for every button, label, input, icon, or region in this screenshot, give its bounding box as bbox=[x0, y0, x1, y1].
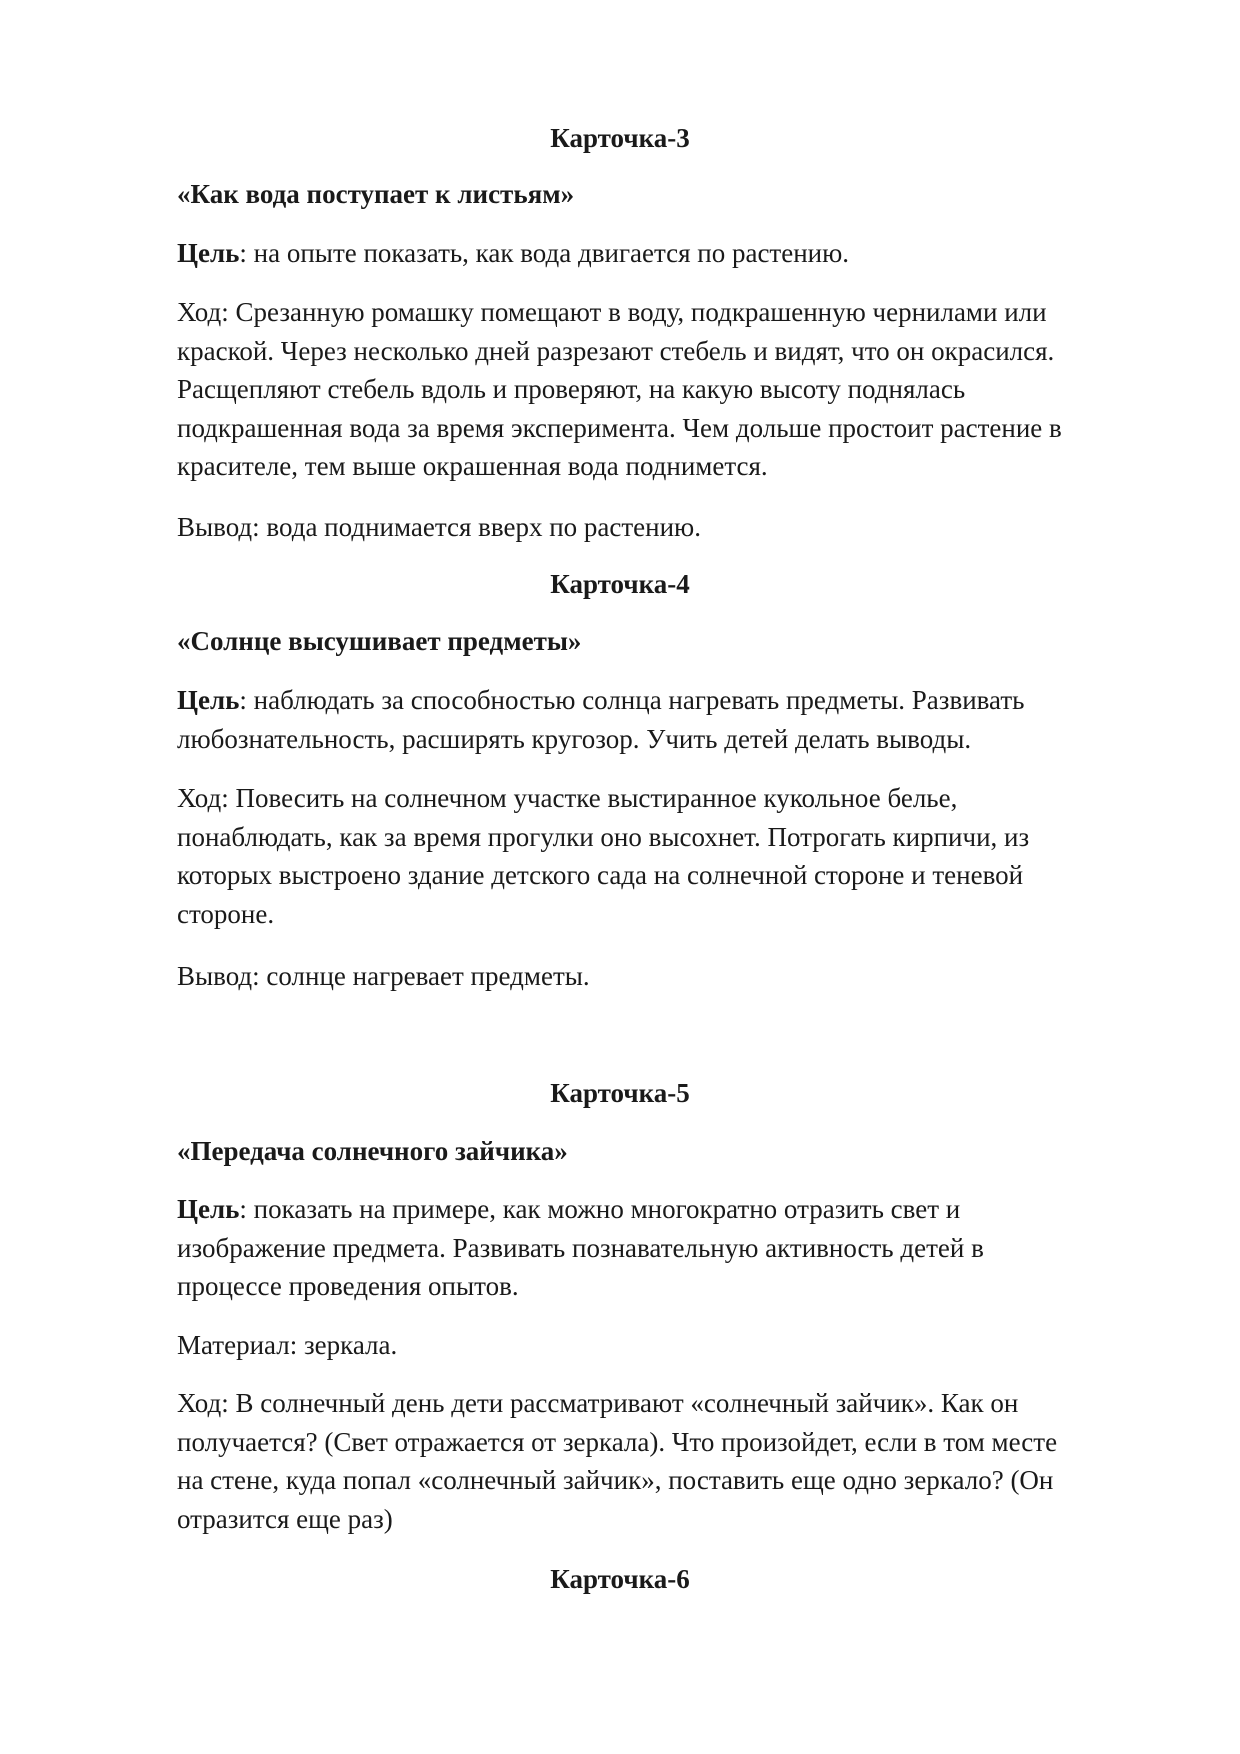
goal-label: Цель bbox=[177, 685, 240, 715]
course-line: Расщепляют стебель вдоль и проверяют, на какую высоту поднялась bbox=[177, 374, 966, 404]
card-heading: «Передача солнечного зайчика» bbox=[177, 1136, 568, 1166]
course-paragraph bbox=[177, 1384, 1137, 1538]
goal-line bbox=[177, 1190, 1137, 1229]
goal-paragraph bbox=[177, 234, 1137, 273]
card-title: Карточка-6 bbox=[550, 1564, 690, 1594]
goal-text: : наблюдать за способностью солнца нагревать предметы. Развивать bbox=[239, 685, 1025, 715]
goal-label: Цель bbox=[177, 1194, 240, 1224]
goal-line: процессе проведения опытов. bbox=[177, 1271, 519, 1301]
course-line: которых выстроено здание детского сада на солнечной стороне и теневой bbox=[177, 860, 1024, 890]
conclusion-paragraph: Вывод: солнце нагревает предметы. bbox=[177, 961, 590, 991]
course-line: подкрашенная вода за время эксперимента. Чем дольше простоит растение в bbox=[177, 412, 1062, 443]
goal-label: Цель bbox=[177, 238, 240, 268]
course-paragraph bbox=[177, 779, 1137, 933]
card-title: Карточка-4 bbox=[550, 569, 690, 599]
course-paragraph bbox=[177, 293, 1137, 486]
card-title: Карточка-3 bbox=[550, 123, 690, 153]
goal-paragraph bbox=[177, 681, 1137, 758]
goal-text: : на опыте показать, как вода двигается по растению. bbox=[239, 238, 850, 268]
course-line: Ход: Повесить на солнечном участке выстиранное кукольное белье, bbox=[177, 783, 958, 813]
goal-line bbox=[177, 681, 1137, 720]
course-line: понаблюдать, как за время прогулки оно высохнет. Потрогать кирпичи, из bbox=[177, 821, 1030, 852]
goal-text: : показать на примере, как можно многократно отразить свет и bbox=[239, 1194, 961, 1224]
course-line: на стене, куда попал «солнечный зайчик», поставить еще одно зеркало? (Он bbox=[177, 1465, 1054, 1495]
course-line: Ход: В солнечный день дети рассматривают «солнечный зайчик». Как он bbox=[177, 1388, 1019, 1418]
course-line: Ход: Срезанную ромашку помещают в воду, подкрашенную чернилами или bbox=[177, 297, 1047, 327]
course-line: отразится еще раз) bbox=[177, 1503, 393, 1534]
course-line: стороне. bbox=[177, 898, 275, 929]
material-paragraph: Материал: зеркала. bbox=[177, 1330, 398, 1360]
course-line: краской. Через несколько дней разрезают стебель и видят, что он окрасился. bbox=[177, 335, 1055, 366]
course-line: красителе, тем выше окрашенная вода поднимется. bbox=[177, 451, 768, 481]
goal-line: изображение предмета. Развивать познавательную активность детей в bbox=[177, 1232, 984, 1263]
card-heading: «Солнце высушивает предметы» bbox=[177, 626, 582, 656]
goal-paragraph bbox=[177, 1190, 1137, 1306]
card-title: Карточка-5 bbox=[550, 1078, 690, 1108]
card-heading: «Как вода поступает к листьям» bbox=[177, 179, 575, 209]
course-line: получается? (Свет отражается от зеркала). Что произойдет, если в том месте bbox=[177, 1426, 1058, 1457]
conclusion-paragraph: Вывод: вода поднимается вверх по растению. bbox=[177, 512, 701, 542]
goal-line: любознательность, расширять кругозор. Учить детей делать выводы. bbox=[177, 723, 972, 754]
